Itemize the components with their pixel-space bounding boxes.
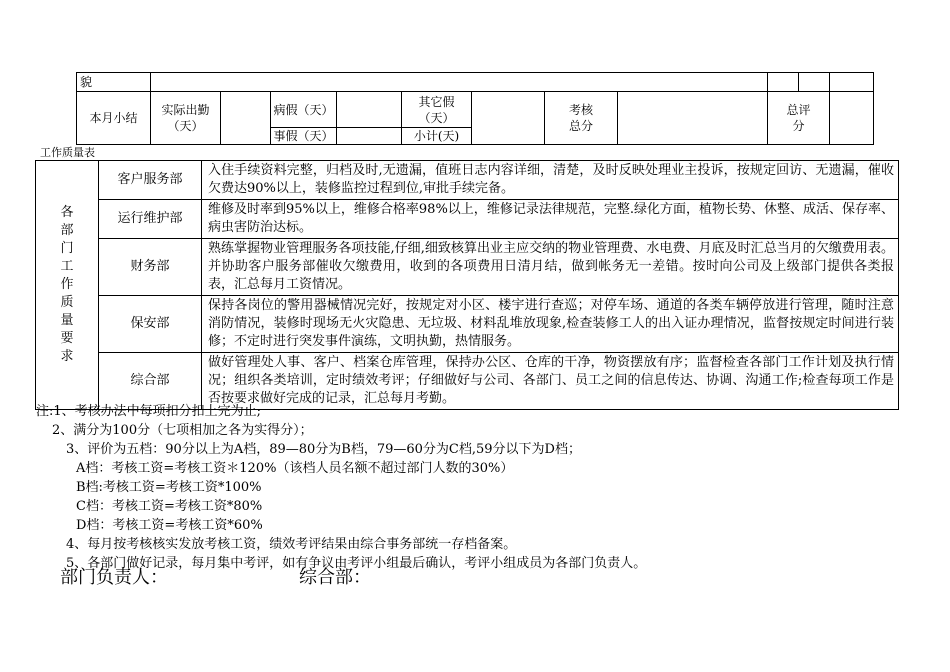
attendance-label-text: 实际出勤（天） [161,103,210,133]
note-line: 4、每月按考核核实发放考核工资，绩效考评结果由综合事务部统一存档备案。 [66,537,517,552]
dept-requirement: 熟练掌握物业管理服务各项技能,仔细,细致核算出业主应交纳的物业管理费、水电费、月底及时汇总当月的欠缴费用表。并协助客户服务部催收欠缴费用，收到的各项费用日清月结，做到帐务无一差错。按时向公司及上级部门提供各类报表，汇总每月工资情况。 [202,239,899,296]
assessment-total-label-text: 考核总分 [568,103,593,133]
work-quality-table [35,160,899,410]
dept-name: 财务部 [99,239,202,296]
dept-head-signature-label: 部门负责人： [60,567,168,588]
overall-score-value[interactable] [830,92,874,145]
note-line: 注:1、考核办法中每项扣分扣上完为止; [36,404,262,419]
other-leave-label-text: 其它假（天） [418,94,455,125]
month-summary-label: 本月小结 [77,92,151,145]
department-requirements-label: 各部门工作质量要求 [60,205,74,364]
subtotal-label: 小计(天) [402,128,472,145]
notes-section [36,402,646,573]
assessment-total-value[interactable] [618,92,768,145]
other-leave-value[interactable] [472,92,545,145]
general-dept-signature-label: 综合部： [299,567,371,588]
appearance-label: 貌 [77,73,151,92]
attendance-label [151,92,221,145]
personal-leave-value[interactable] [337,128,402,145]
overall-score-label-text: 总评分 [786,103,811,133]
note-line: 5、各部门做好记录，每月集中考评，如有争议由考评小组最后确认，考评小组成员为各部门负责人。 [66,556,647,571]
note-line: 3、评价为五档：90分以上为A档，89—80分为B档，79—60分为C档,59分以下为D档； [66,442,581,457]
empty-cell[interactable] [830,73,874,92]
personal-leave-label: 事假（天） [271,128,337,145]
dept-requirement: 入住手续资料完整，归档及时,无遗漏，值班日志内容详细，清楚，及时反映处理业主投诉，按规定回访、无遗漏，催收欠费达90%以上，装修监控过程到位,审批手续完备。 [202,161,899,200]
dept-name: 综合部 [99,353,202,410]
note-line: B档:考核工资=考核工资*100% [76,480,262,495]
sick-leave-value[interactable] [337,92,402,128]
dept-requirement: 做好管理处人事、客户、档案仓库管理，保持办公区、仓库的干净，物资摆放有序；监督检查各部门工作计划及执行情况；组织各类培训，定时绩效考评；仔细做好与公司、各部门、员工之间的信息传达、协调、沟通工作;检查每项工作是否按要求做好完成的记录，汇总每月考勤。 [202,353,899,410]
sick-leave-label: 病假（天） [271,92,337,128]
dept-requirement: 保持各岗位的警用器械情况完好，按规定对小区、楼宇进行查巡；对停车场、通道的各类车辆停放进行管理，随时注意消防情况，装修时现场无火灾隐患、无垃圾、材料乱堆放现象,检查装修工人的出入证办理情况，监督按规定时间进行装修；不定时进行突发事件演练，文明执勤，热情服务。 [202,296,899,353]
other-leave-label [402,92,472,128]
empty-cell[interactable] [799,73,830,92]
dept-requirement: 维修及时率到95%以上，维修合格率98%以上，维修记录法律规范，完整.绿化方面，植物长势、休整、成活、保存率、病虫害防治达标。 [202,200,899,239]
dept-name: 运行维护部 [99,200,202,239]
appearance-cell[interactable] [151,73,768,92]
dept-name: 保安部 [99,296,202,353]
attendance-summary-table [76,72,874,145]
side-label-cell [36,161,99,410]
note-line: 2、满分为100分（七项相加之各为实得分）； [52,423,313,438]
overall-score-label [768,92,830,145]
attendance-value[interactable] [221,92,271,145]
dept-name: 客户服务部 [99,161,202,200]
note-line: C档：考核工资=考核工资*80% [76,499,263,514]
empty-cell[interactable] [768,73,799,92]
quality-table-title: 工作质量表 [40,146,95,159]
assessment-total-label [545,92,618,145]
note-line: D档：考核工资=考核工资*60% [76,518,263,533]
note-line: A档：考核工资=考核工资＊120%（该档人员名额不超过部门人数的30%） [76,461,514,476]
